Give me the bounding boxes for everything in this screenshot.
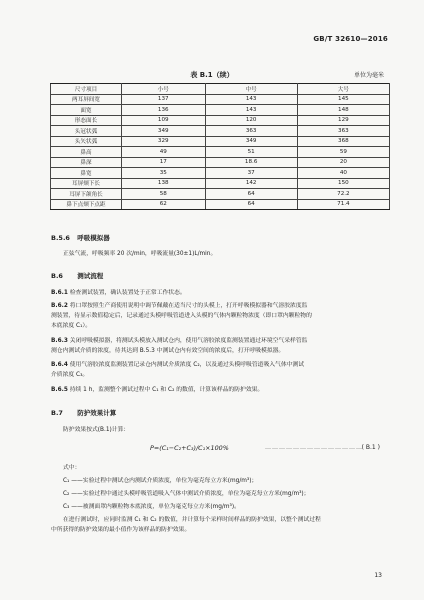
table-cell: 129	[297, 115, 389, 126]
dimension-table	[50, 83, 390, 210]
definition-c2: C₂ ——实验过程中通过头模呼吸管道吸入气体中测试介质浓度，单位为毫克每立方米(mg/m³)；	[63, 491, 310, 497]
table-row	[51, 168, 390, 179]
table-cell: 耳屏下颌角长	[51, 189, 122, 200]
paragraph-line: 中所获得的防护效果的最小值作为该样品的防护效果。	[51, 527, 191, 534]
table-cell: 368	[297, 136, 389, 147]
table-cell: 头冠状弧	[51, 126, 122, 137]
paragraph-b65	[51, 385, 381, 395]
formula-reference: ( B.1 )	[361, 444, 380, 451]
table-cell: 349	[205, 136, 297, 147]
section-number: B.7	[51, 409, 63, 417]
table-cell: 64	[205, 199, 297, 210]
table-cell: 136	[122, 105, 206, 116]
paragraph-number: B.6.4	[51, 362, 68, 368]
table-cell: 62	[122, 199, 206, 210]
table-cell: 59	[297, 147, 389, 158]
header-cell: 中号	[205, 84, 297, 95]
table-cell: 148	[297, 105, 389, 116]
table-cell: 鼻高	[51, 147, 122, 158]
table-cell: 109	[122, 115, 206, 126]
table-cell: 35	[122, 168, 206, 179]
paragraph-number: B.6.1	[51, 290, 68, 296]
table-cell: 两耳屏间宽	[51, 94, 122, 105]
paragraph-line: 使用气溶胶浓度监测装置记录仓内测试介质浓度 C₂，以及通过头模呼吸管道吸入气体中测试	[69, 362, 305, 368]
paragraph-b63	[51, 336, 381, 356]
table-cell: 72.2	[297, 189, 389, 200]
table-row	[51, 147, 390, 158]
table-cell: 17	[122, 157, 206, 168]
table-cell: 137	[122, 94, 206, 105]
section-b6-heading	[51, 271, 103, 280]
header-cell: 尺寸项目	[51, 84, 122, 95]
where-label: 式中：	[63, 465, 81, 471]
paragraph-line: 测装置，待显示数值稳定后，记录通过头模呼吸管道进入头模的气体内颗粒物浓度（即口罩内颗粒物的	[51, 313, 312, 320]
table-cell: 面宽	[51, 105, 122, 116]
table-cell: 20	[297, 157, 389, 168]
table-row	[51, 136, 390, 147]
formula-leader-dots: ……………………………………	[265, 444, 363, 451]
table-cell: 71.4	[297, 199, 389, 210]
table-row	[51, 178, 390, 189]
formula: P=(C₁−C₂+C₃)/C₁×100%	[150, 444, 229, 452]
table-row	[51, 199, 390, 210]
closing-paragraph	[51, 515, 381, 535]
table-cell: 363	[297, 126, 389, 137]
table-cell: 143	[205, 94, 297, 105]
paragraph-text: 检查测试装置，确认装置处于正常工作状态。	[69, 290, 186, 296]
table-unit: 单位为毫米	[353, 72, 384, 79]
paragraph-number: B.6.3	[51, 338, 68, 344]
table-cell: 51	[205, 147, 297, 158]
table-cell: 头矢状弧	[51, 136, 122, 147]
table-cell: 329	[122, 136, 206, 147]
paragraph-line: 介质浓度 C₃。	[51, 372, 89, 379]
section-number: B.6	[51, 272, 63, 280]
paragraph-number: B.6.2	[51, 303, 68, 309]
page-number: 13	[374, 572, 382, 579]
table-cell: 64	[205, 189, 297, 200]
paragraph-b61	[51, 288, 381, 298]
table-cell: 349	[122, 126, 206, 137]
paragraph-line: 在进行测试时，应同时监测 C₁ 和 C₂ 的数值，并计算每个采样时间样品的防护效果，以整个测试过程	[63, 517, 321, 523]
section-title: 防护效果计算	[77, 409, 117, 417]
table-cell: 鼻深	[51, 157, 122, 168]
paragraph-line: 关闭呼吸模拟器，将测试头模放入测试仓内，使用气溶胶浓度监测装置通过环境空气采样管监	[69, 338, 308, 344]
paragraph-b64	[51, 360, 381, 380]
table-header-row	[51, 84, 390, 95]
breathing-simulator-text: 正弦气流，呼吸频率 20 次/min，呼吸流量(30±1)L/min。	[63, 251, 217, 257]
table-row	[51, 94, 390, 105]
definition-c1: C₁ ——实验过程中测试仓内测试介质浓度，单位为毫克每立方米(mg/m³)；	[63, 478, 258, 484]
header-cell: 小号	[122, 84, 206, 95]
table-cell: 145	[297, 94, 389, 105]
table-row	[51, 126, 390, 137]
calc-intro: 防护效果按式(B.1)计算：	[63, 427, 130, 433]
table-cell: 18.6	[205, 157, 297, 168]
table-cell: 138	[122, 178, 206, 189]
table-cell: 143	[205, 105, 297, 116]
table-cell: 150	[297, 178, 389, 189]
section-b7-heading	[51, 408, 116, 417]
section-title: 测试流程	[77, 272, 104, 280]
paragraph-text: 持续 1 h，监测整个测试过程中 C₁ 和 C₂ 的数值，计算该样品的防护效果。	[69, 387, 264, 393]
definition-c3: C₃ ——被测面罩内颗粒物本底浓度，单位为毫克每立方米(mg/m³)。	[63, 504, 240, 510]
table-cell: 58	[122, 189, 206, 200]
table-cell: 120	[205, 115, 297, 126]
table-row	[51, 115, 390, 126]
section-b56-heading	[51, 233, 110, 242]
table-row	[51, 105, 390, 116]
table-cell: 142	[205, 178, 297, 189]
paragraph-line: 将口罩按照生产商使用说明中调节佩戴在适当尺寸的头模上，打开呼吸模拟器和气溶胶浓度监	[69, 303, 308, 309]
table-cell: 形态面长	[51, 115, 122, 126]
standard-number: GB/T 32610—2016	[313, 35, 388, 43]
table-cell: 49	[122, 147, 206, 158]
table-cell: 40	[297, 168, 389, 179]
paragraph-b62	[51, 301, 381, 332]
header-cell: 大号	[297, 84, 389, 95]
paragraph-line: 本底浓度 C₁）。	[51, 323, 92, 330]
table-row	[51, 189, 390, 200]
table-row	[51, 157, 390, 168]
table-cell: 鼻下点颏下点距	[51, 199, 122, 210]
section-number: B.5.6	[51, 234, 70, 242]
table-cell: 363	[205, 126, 297, 137]
paragraph-line: 测仓内测试介质的浓度，待其达到 B.5.3 中测试仓内有效空间的浓度后，打开呼吸模拟器。	[51, 348, 285, 355]
table-cell: 耳屏颏下长	[51, 178, 122, 189]
table-cell: 37	[205, 168, 297, 179]
table-caption: 表 B.1（续）	[190, 71, 234, 79]
paragraph-number: B.6.5	[51, 387, 68, 393]
table-cell: 鼻宽	[51, 168, 122, 179]
section-title: 呼吸模拟器	[77, 234, 110, 242]
